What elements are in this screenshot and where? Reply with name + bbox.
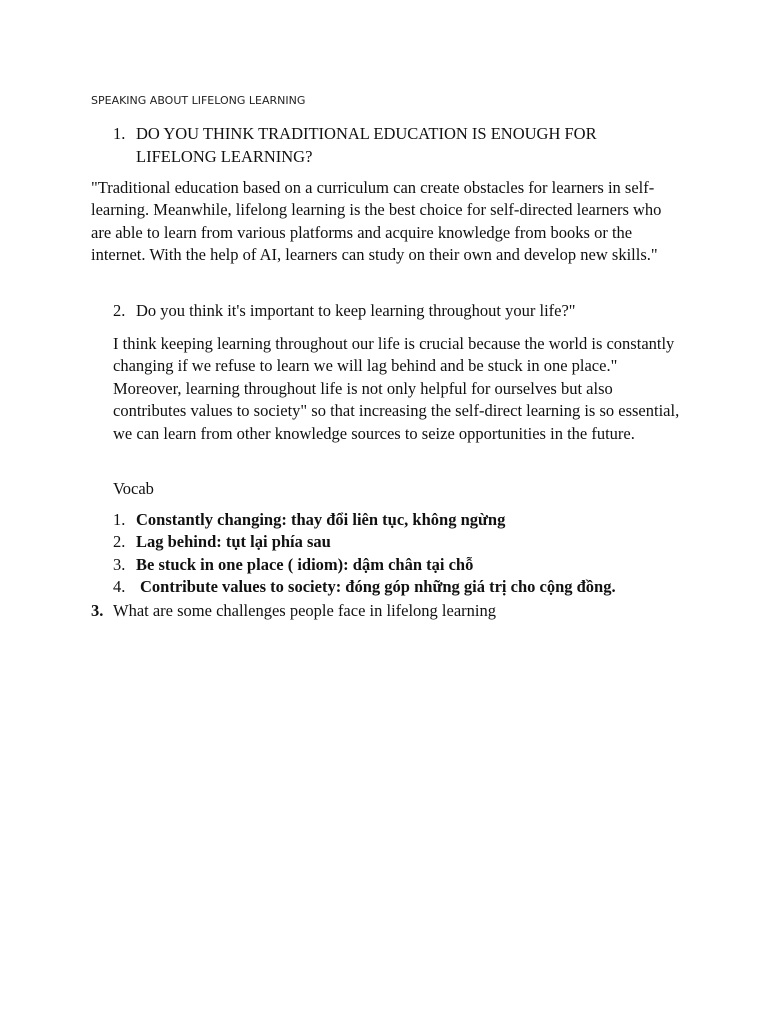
vocab-item — [113, 554, 713, 576]
vocab-item-term: Contribute values to society: đóng góp những giá trị cho cộng đồng. — [140, 576, 616, 596]
document-heading: SPEAKING ABOUT LIFELONG LEARNING — [91, 94, 306, 107]
answer-1-paragraph: "Traditional education based on a curriculum can create obstacles for learners in self-learning. Meanwhile, lifelong learning is the best choice for self-directed learners who are able to learn from various platforms and acquire knowledge from books or the internet. With the help of AI, learners can study on their own and develop new skills." — [91, 178, 662, 265]
question-1-text: DO YOU THINK TRADITIONAL EDUCATION IS ENOUGH FOR LIFELONG LEARNING? — [136, 124, 597, 166]
vocab-list — [113, 509, 713, 598]
question-2-number: 2. — [113, 301, 126, 320]
vocab-item-number: 2. — [113, 532, 126, 552]
vocab-item — [113, 576, 713, 598]
vocab-item-term: Constantly changing: thay đổi liên tục, không ngừng — [136, 510, 506, 529]
vocab-item-number: 4. — [113, 576, 126, 596]
vocab-item — [113, 509, 713, 531]
question-3-text: What are some challenges people face in lifelong learning — [113, 601, 496, 620]
vocab-label: Vocab — [113, 479, 154, 498]
question-3-number: 3. — [91, 601, 104, 620]
answer-2-paragraph: I think keeping learning throughout our life is crucial because the world is constantly changing if we refuse to learn we will lag behind and be stuck in one place." Moreover, learning throughout life is not only helpful for ourselves but also contributes values to society" so that increasing the self-direct learning is so essential, we can learn from other knowledge sources to seize opportunities in the future. — [113, 334, 680, 443]
vocab-item-number: 1. — [113, 510, 126, 529]
question-1-number: 1. — [113, 124, 126, 143]
question-2-text: Do you think it's important to keep learning throughout your life?" — [136, 301, 576, 320]
vocab-item-number: 3. — [113, 554, 126, 574]
vocab-item-term: Be stuck in one place ( idiom): dậm chân tại chỗ — [136, 554, 474, 574]
vocab-item — [113, 531, 713, 553]
vocab-item-term: Lag behind: tụt lại phía sau — [136, 532, 331, 552]
